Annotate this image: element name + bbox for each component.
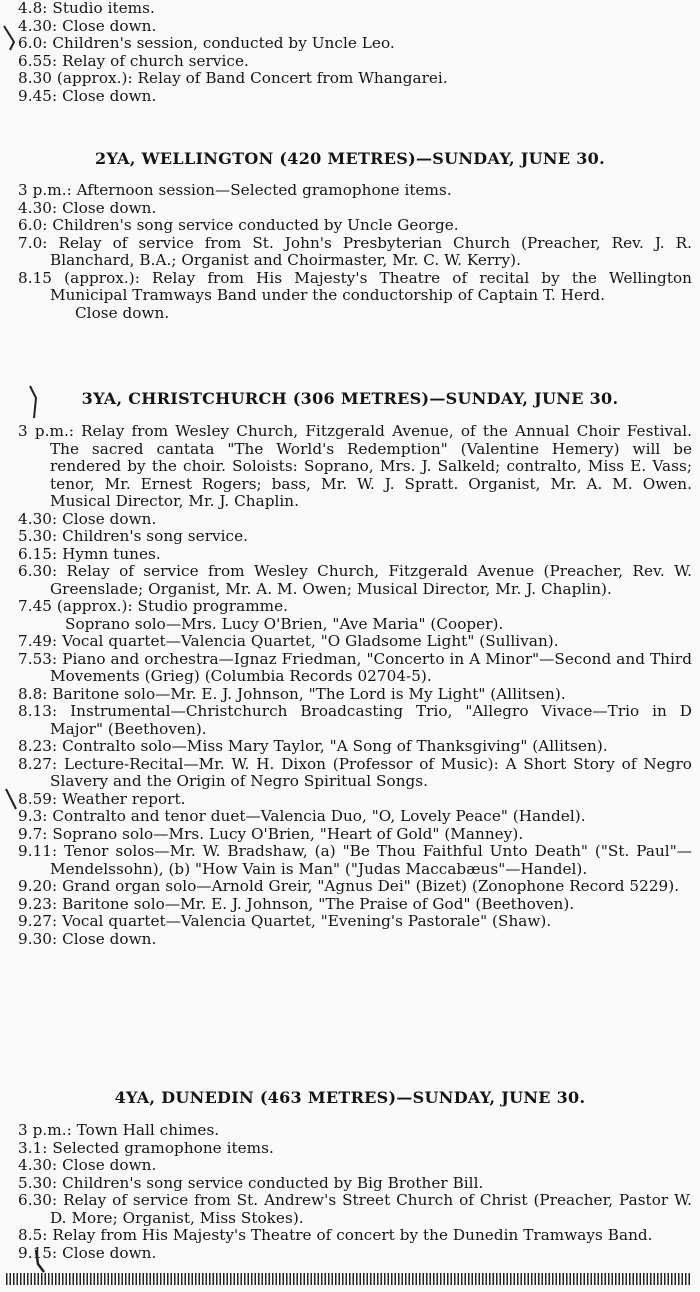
bottom-column-rule (6, 1273, 690, 1285)
schedule-entry: 3 p.m.: Relay from Wesley Church, Fitzgerald Avenue, of the Annual Choir Festival. The sacred cantata "The World's Redemption" (Valentine Hemery) will be rendered by the choir. Soloists: Soprano, Mrs. J. Salkeld; contralto, Miss E. Vass; tenor, Mr. Ernest Rogers; bass, Mr. W. J. Spratt. Organist, Mr. A. M. Owen. Musical Director, Mr. J. Chaplin. (18, 422, 692, 510)
schedule-entry: 7.0: Relay of service from St. John's Presbyterian Church (Preacher, Rev. J. R. Blanchard, B.A.; Organist and Choirmaster, Mr. C. W. Kerry). (18, 233, 692, 269)
schedule-entry: 9.23: Baritone solo—Mr. E. J. Johnson, "The Praise of God" (Beethoven). (18, 894, 575, 913)
margin-mark-icon (28, 384, 42, 420)
schedule-entry: 9.11: Tenor solos—Mr. W. Bradshaw, (a) "Be Thou Faithful Unto Death" ("St. Paul"—Mendelssohn), (b) "How Vain is Man" ("Judas Maccabæus"—Handel). (18, 842, 692, 878)
schedule-entry: 8.15 (approx.): Relay from His Majesty's Theatre of recital by the Wellington Municipal Tramways Band under the conductorship of Captain T. Herd. (18, 268, 692, 304)
margin-mark-icon (4, 787, 20, 813)
schedule-entry: 8.23: Contralto solo—Miss Mary Taylor, "A Song of Thanksgiving" (Allitsen). (18, 737, 608, 755)
schedule-entry: 5.30: Children's song service conducted by Big Brother Bill. (18, 1173, 484, 1192)
schedule-entry: 4.30: Close down. (18, 1156, 157, 1174)
schedule-entry: 4.30: Close down. (18, 509, 157, 528)
schedule-entry: 4.30: Close down. (18, 16, 157, 35)
margin-mark-icon (28, 1248, 46, 1274)
schedule-entry: 9.20: Grand organ solo—Arnold Greir, "Agnus Dei" (Bizet) (Zonophone Record 5229). (18, 877, 680, 895)
station-heading-dunedin: 4YA, DUNEDIN (463 METRES)—SUNDAY, JUNE 30. (114, 1088, 586, 1107)
schedule-entry: 6.30: Relay of service from Wesley Church, Fitzgerald Avenue (Preacher, Rev. W. Greenslade; Organist, Mr. A. M. Owen; Musical Director, Mr. J. Chaplin). (18, 562, 692, 598)
schedule-entry: 8.30 (approx.): Relay of Band Concert from Whangarei. (18, 69, 448, 87)
schedule-entry: 6.30: Relay of service from St. Andrew's Street Church of Christ (Preacher, Pastor W. D. More; Organist, Miss Stokes). (18, 1191, 692, 1227)
schedule-entry: 7.45 (approx.): Studio programme. (18, 597, 289, 615)
schedule-entry: Soprano solo—Mrs. Lucy O'Brien, "Ave Maria" (Cooper). (65, 614, 504, 633)
schedule-entry: 9.7: Soprano solo—Mrs. Lucy O'Brien, "Heart of Gold" (Manney). (18, 824, 524, 843)
station-heading-christchurch: 3YA, CHRISTCHURCH (306 METRES)—SUNDAY, JUNE 30. (81, 389, 619, 408)
schedule-entry: 8.5: Relay from His Majesty's Theatre of concert by the Dunedin Tramways Band. (18, 1226, 653, 1244)
wellington-schedule (0, 182, 700, 322)
schedule-entry: 9.30: Close down. (18, 929, 157, 948)
schedule-entry: 4.30: Close down. (18, 198, 157, 217)
schedule-entry: 8.27: Lecture-Recital—Mr. W. H. Dixon (Professor of Music): A Short Story of Negro Slavery and the Origin of Negro Spiritual Songs. (18, 754, 692, 790)
schedule-entry: Close down. (75, 303, 170, 322)
schedule-entry: 9.27: Vocal quartet—Valencia Quartet, "Evening's Pastorale" (Shaw). (18, 912, 552, 930)
schedule-entry: 4.8: Studio items. (18, 0, 155, 17)
schedule-entry: 6.15: Hymn tunes. (18, 544, 161, 563)
schedule-entry: 7.53: Piano and orchestra—Ignaz Friedman, "Concerto in A Minor"—Second and Third Movements (Grieg) (Columbia Records 02704-5). (18, 649, 692, 685)
schedule-entry: 9.15: Close down. (18, 1243, 157, 1262)
schedule-entry: 3.1: Selected gramophone items. (18, 1138, 274, 1157)
christchurch-schedule (0, 423, 700, 948)
station-heading-wellington: 2YA, WELLINGTON (420 METRES)—SUNDAY, JUNE 30. (95, 149, 605, 168)
schedule-entry: 9.45: Close down. (18, 86, 157, 105)
schedule-entry: 8.8: Baritone solo—Mr. E. J. Johnson, "The Lord is My Light" (Allitsen). (18, 684, 566, 703)
schedule-entry: 5.30: Children's song service. (18, 527, 249, 545)
schedule-entry: 6.55: Relay of church service. (18, 51, 249, 70)
dunedin-schedule (0, 1122, 700, 1262)
schedule-entry: 9.3: Contralto and tenor duet—Valencia Duo, "O, Lovely Peace" (Handel). (18, 807, 586, 825)
schedule-entry: 3 p.m.: Afternoon session—Selected gramophone items. (18, 181, 452, 199)
block-continued-schedule (0, 0, 700, 105)
schedule-entry: 7.49: Vocal quartet—Valencia Quartet, "O Gladsome Light" (Sullivan). (18, 632, 559, 650)
schedule-entry: 8.59: Weather report. (18, 789, 186, 808)
schedule-entry: 3 p.m.: Town Hall chimes. (18, 1121, 220, 1139)
schedule-entry: 8.13: Instrumental—Christchurch Broadcasting Trio, "Allegro Vivace—Trio in D Major" (Beethoven). (18, 702, 692, 738)
schedule-entry: 6.0: Children's session, conducted by Uncle Leo. (18, 34, 395, 52)
margin-mark-icon (2, 24, 18, 52)
schedule-entry: 6.0: Children's song service conducted by Uncle George. (18, 216, 459, 234)
